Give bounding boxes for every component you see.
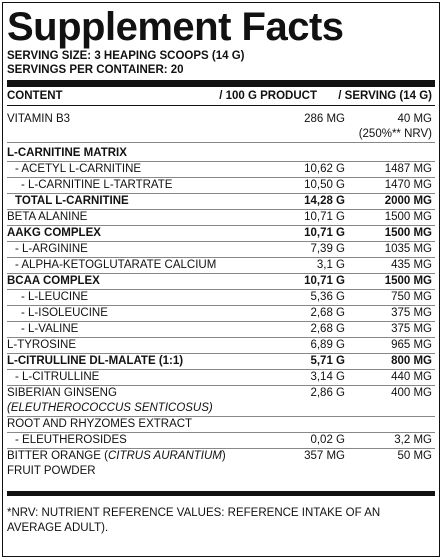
row-per-100g — [255, 146, 345, 161]
row-per-100g: 5,71 G — [310, 355, 345, 367]
row-name: SIBERIAN GINSENG — [7, 387, 117, 399]
row-per-serving: 435 MG — [391, 259, 432, 271]
row-per-100g: 0,02 G — [310, 434, 345, 446]
row-per-100g: 10,71 G — [304, 211, 345, 223]
row-per-100g: 2,86 G — [310, 387, 345, 399]
row-per-serving — [345, 417, 435, 432]
row-per-100g: 357 MG — [304, 450, 345, 462]
header-per-serving: / SERVING (14 G) — [338, 90, 432, 102]
table-row — [7, 354, 435, 370]
row-name: L-TYROSINE — [7, 339, 77, 351]
row-per-100g: 3,1 G — [316, 259, 345, 271]
row-per-serving: 750 MG — [391, 291, 432, 303]
table-row — [7, 433, 435, 449]
table-row — [7, 194, 435, 210]
row-per-serving: 2000 MG — [384, 195, 432, 207]
row-per-serving: 1035 MG — [384, 243, 432, 255]
table-row — [7, 306, 435, 322]
row-per-100g: 6,89 G — [310, 339, 345, 351]
row-name — [7, 127, 255, 142]
row-name: - L-ARGININE — [15, 243, 88, 255]
serving-size: SERVING SIZE: 3 HEAPING SCOOPS (14 G) — [7, 50, 245, 62]
row-name: - ALPHA-KETOGLUTARATE CALCIUM — [15, 259, 217, 271]
row-per-serving: 375 MG — [391, 307, 432, 319]
row-per-serving: 800 MG — [391, 355, 432, 367]
row-name: (ELEUTHEROCOCCUS SENTICOSUS) — [7, 402, 213, 414]
table-header — [7, 87, 435, 106]
row-per-100g: 3,14 G — [310, 371, 345, 383]
row-name: - L-ISOLEUCINE — [21, 307, 108, 319]
row-per-serving — [345, 401, 435, 416]
row-per-serving: 965 MG — [391, 339, 432, 351]
row-name: VITAMIN B3 — [7, 113, 71, 125]
servings-per-container: SERVINGS PER CONTAINER: 20 — [7, 64, 184, 76]
table-row — [7, 417, 435, 433]
row-per-serving: 1500 MG — [384, 211, 432, 223]
table-row — [7, 338, 435, 354]
table-row — [7, 290, 435, 306]
row-per-serving — [345, 464, 435, 479]
table-row — [7, 112, 435, 127]
header-content: CONTENT — [7, 90, 63, 102]
row-per-serving: (250%** NRV) — [358, 128, 432, 140]
row-per-100g: 14,28 G — [304, 195, 345, 207]
row-name: - L-CARNITINE L-TARTRATE — [21, 179, 173, 191]
footnote: *NRV: NUTRIENT REFERENCE VALUES: REFERENCE INTAKE OF AN AVERAGE ADULT). — [7, 491, 435, 536]
table-row — [7, 226, 435, 242]
row-name: L-CARNITINE MATRIX — [7, 147, 127, 159]
table-row — [7, 127, 435, 143]
table-row — [7, 449, 435, 464]
row-per-serving: 1500 MG — [384, 275, 432, 287]
row-per-serving: 50 MG — [397, 450, 432, 462]
row-name: - L-VALINE — [21, 323, 79, 335]
header-per-100g: / 100 G PRODUCT — [219, 90, 317, 102]
row-per-100g: 286 MG — [304, 113, 345, 125]
thick-divider — [7, 80, 435, 87]
supplement-facts-label — [2, 2, 440, 557]
row-per-serving: 440 MG — [391, 371, 432, 383]
row-per-100g: 7,39 G — [310, 243, 345, 255]
row-name: L-CITRULLINE DL-MALATE (1:1) — [7, 355, 184, 367]
row-per-100g — [255, 417, 345, 432]
row-per-100g: 2,68 G — [310, 323, 345, 335]
table-row — [7, 401, 435, 417]
row-name: BITTER ORANGE (CITRUS AURANTIUM) — [7, 450, 226, 462]
row-per-serving: 1470 MG — [384, 179, 432, 191]
row-name: - ACETYL L-CARNITINE — [15, 163, 142, 175]
row-per-100g — [255, 401, 345, 416]
row-per-100g: 10,71 G — [304, 275, 345, 287]
row-name: - L-CITRULLINE — [15, 371, 100, 383]
row-name: BCAA COMPLEX — [7, 275, 100, 287]
table-row — [7, 370, 435, 386]
table-row — [7, 162, 435, 178]
row-name: FRUIT POWDER — [7, 465, 96, 477]
row-per-serving: 1487 MG — [384, 163, 432, 175]
row-name: - ELEUTHEROSIDES — [15, 434, 127, 446]
table-row — [7, 386, 435, 401]
row-per-100g: 2,68 G — [310, 307, 345, 319]
row-per-100g — [255, 127, 345, 142]
row-name: BETA ALANINE — [7, 211, 88, 223]
table-row — [7, 210, 435, 226]
row-per-100g: 10,71 G — [304, 227, 345, 239]
table-row — [7, 146, 435, 162]
table-row — [7, 464, 435, 479]
table-row — [7, 242, 435, 258]
row-name: - L-LEUCINE — [21, 291, 89, 303]
row-per-serving: 1500 MG — [384, 227, 432, 239]
row-name: TOTAL L-CARNITINE — [15, 195, 129, 207]
row-per-serving: 3,2 MG — [394, 434, 432, 446]
row-per-serving — [345, 146, 435, 161]
table-row — [7, 178, 435, 194]
row-per-serving: 400 MG — [391, 387, 432, 399]
row-per-serving: 375 MG — [391, 323, 432, 335]
row-per-100g: 5,36 G — [310, 291, 345, 303]
row-per-100g: 10,50 G — [304, 179, 345, 191]
row-per-serving: 40 MG — [397, 113, 432, 125]
table-row — [7, 274, 435, 290]
row-per-100g — [255, 464, 345, 479]
table-row — [7, 322, 435, 338]
row-name: ROOT AND RHYZOMES EXTRACT — [7, 418, 193, 430]
row-name: AAKG COMPLEX — [7, 227, 101, 239]
table-row — [7, 258, 435, 274]
label-title: Supplement Facts — [7, 5, 344, 49]
row-per-100g: 10,62 G — [304, 163, 345, 175]
